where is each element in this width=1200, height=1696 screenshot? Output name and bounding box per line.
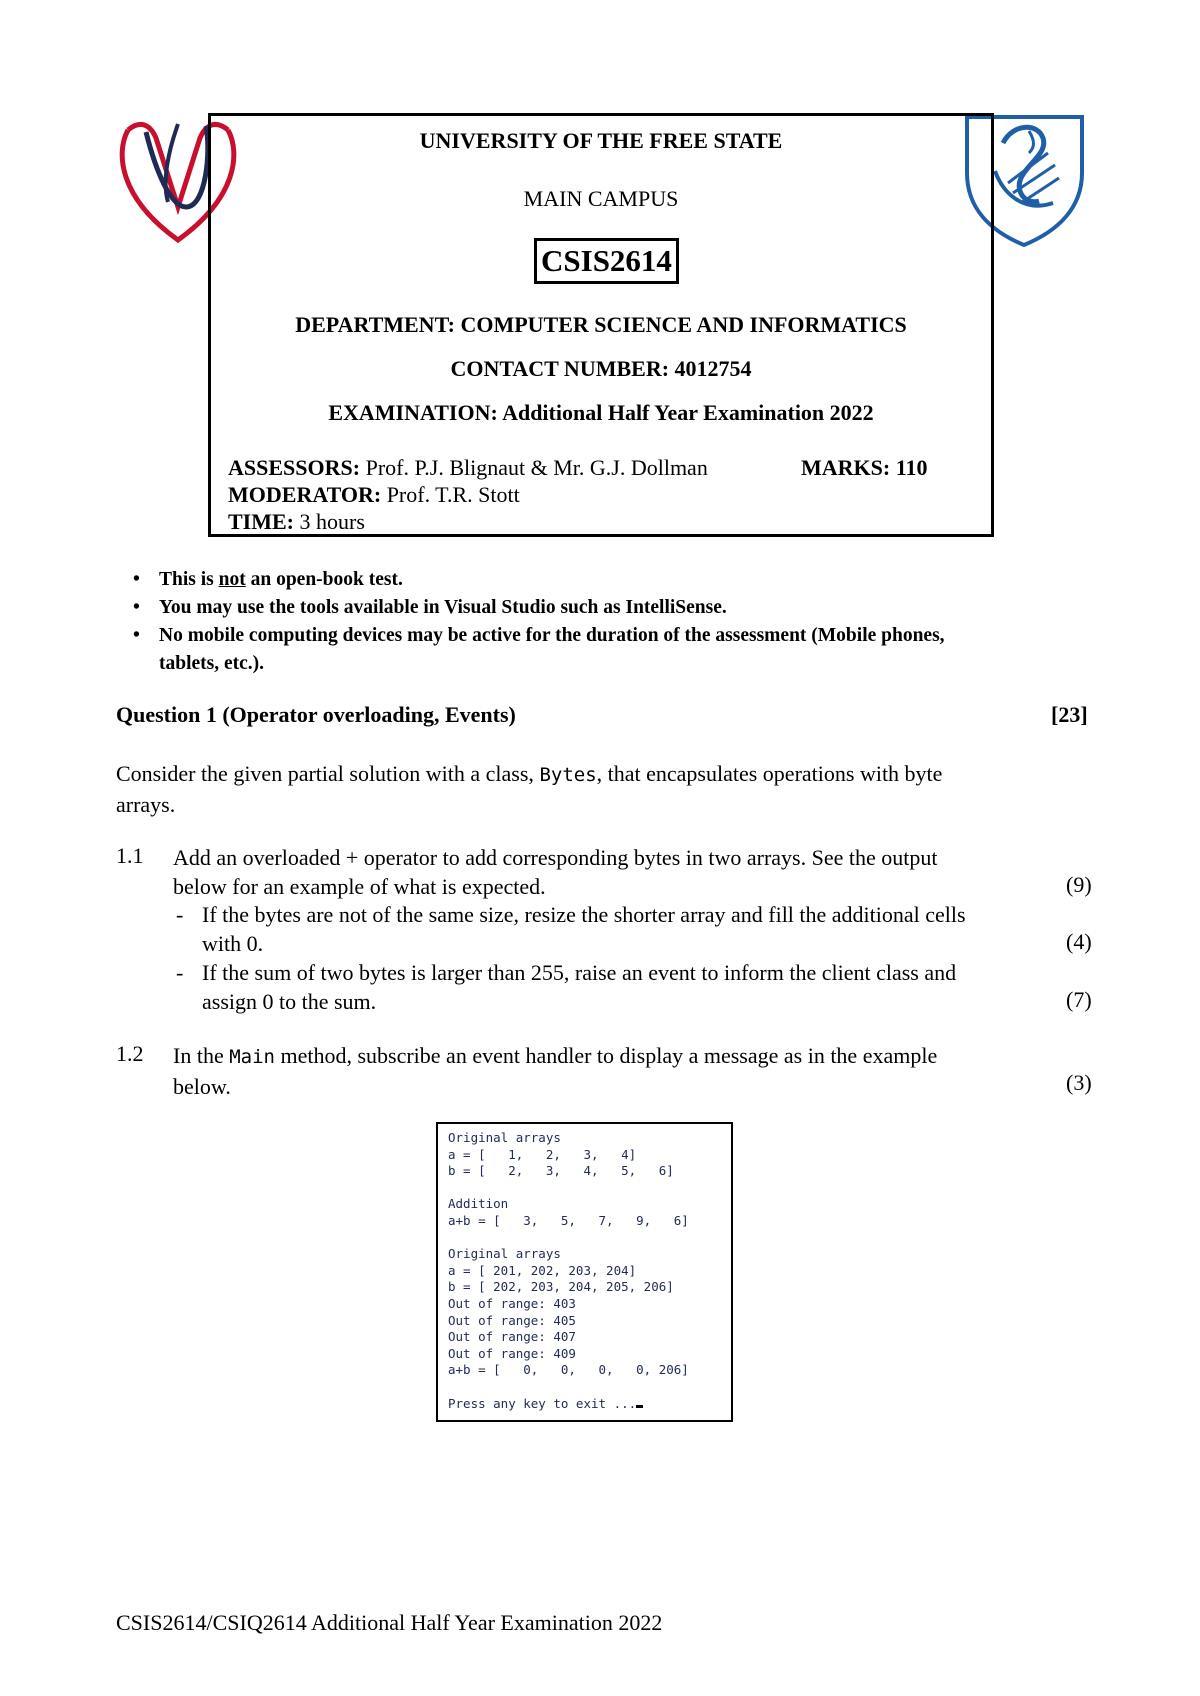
- cursor-icon: [636, 1405, 643, 1408]
- department-line: DEPARTMENT: COMPUTER SCIENCE AND INFORMATICS: [295, 312, 907, 337]
- console-output-screenshot: [436, 1122, 733, 1422]
- bullet-icon: •: [133, 597, 140, 618]
- console-line: [448, 1230, 731, 1247]
- instruction-item: [133, 622, 1093, 678]
- dash-bullet: -: [176, 902, 184, 927]
- exam-header-box: [208, 113, 994, 537]
- subitem-mark: (4): [1066, 929, 1092, 954]
- console-prompt-text: Press any key to exit ...: [448, 1395, 637, 1411]
- q12-text: method, subscribe an event handler to display a message as in the example: [274, 1043, 938, 1068]
- subitem-text: [202, 958, 1062, 1016]
- campus-name: MAIN CAMPUS: [523, 186, 679, 211]
- console-line: b = [ 202, 203, 204, 205, 206]: [448, 1279, 674, 1295]
- intro-code: Bytes: [539, 764, 597, 786]
- console-line: Original arrays: [448, 1130, 561, 1145]
- instruction-item: [133, 566, 1093, 594]
- subitem-text: [202, 900, 1062, 958]
- instruction-text: This is: [159, 569, 219, 590]
- console-line: Out of range: 405: [448, 1312, 576, 1328]
- console-line: Addition: [448, 1196, 509, 1212]
- sub2-line: assign 0 to the sum.: [202, 989, 377, 1014]
- console-line: a = [ 201, 202, 203, 204]: [448, 1262, 637, 1278]
- subquestion-number: 1.1: [116, 843, 144, 868]
- instructions-list: [133, 566, 1093, 678]
- course-code: CSIS2614: [534, 238, 679, 284]
- intro-text: arrays.: [116, 792, 176, 817]
- bullet-icon: •: [133, 569, 140, 590]
- q12-text: In the: [173, 1043, 230, 1068]
- assessors-label: ASSESSORS:: [228, 455, 361, 480]
- q11-line: below for an example of what is expected.: [173, 874, 546, 899]
- console-line: Original arrays: [448, 1246, 561, 1262]
- question-marks: [23]: [1051, 702, 1088, 727]
- assessors-value: Prof. P.J. Blignaut & Mr. G.J. Dollman: [365, 455, 708, 480]
- contact-line: CONTACT NUMBER: 4012754: [450, 356, 752, 381]
- console-line: [448, 1180, 731, 1197]
- console-line: Out of range: 409: [448, 1345, 576, 1361]
- console-prompt: [448, 1396, 731, 1413]
- marks-line: [801, 455, 928, 481]
- moderator-value: Prof. T.R. Stott: [386, 482, 520, 507]
- q12-text: below.: [173, 1074, 231, 1099]
- console-lines: [448, 1130, 731, 1396]
- time-value: 3 hours: [299, 509, 365, 534]
- console-line: Out of range: 403: [448, 1295, 576, 1311]
- instruction-text: No mobile computing devices may be active for the duration of the assessment (Mobile phones,: [159, 625, 945, 646]
- subitem-mark: (7): [1066, 987, 1092, 1012]
- console-line: Out of range: 407: [448, 1329, 576, 1345]
- time-label: TIME:: [228, 509, 294, 534]
- subquestion-text: [173, 1041, 1053, 1101]
- sub1-line: with 0.: [202, 931, 264, 956]
- time-line: [228, 509, 365, 535]
- assessors-line: [228, 455, 708, 481]
- instruction-text: tablets, etc.).: [159, 653, 265, 674]
- q12-code: Main: [229, 1046, 275, 1068]
- question-intro: [116, 759, 1076, 819]
- console-line: b = [ 2, 3, 4, 5, 6]: [448, 1163, 674, 1179]
- intro-text: , that encapsulates operations with byte: [596, 761, 943, 786]
- subquestion-mark: (3): [1066, 1070, 1092, 1095]
- sub1-line: If the bytes are not of the same size, resize the shorter array and fill the additional cells: [202, 902, 966, 927]
- moderator-line: [228, 482, 520, 508]
- instruction-text: an open-book test.: [245, 569, 403, 590]
- dash-bullet: -: [176, 960, 184, 985]
- subquestion-text: [173, 843, 1053, 901]
- bullet-icon: •: [133, 625, 140, 646]
- page-footer: CSIS2614/CSIQ2614 Additional Half Year Examination 2022: [116, 1610, 663, 1635]
- marks-value: 110: [895, 455, 928, 480]
- console-line: [448, 1379, 731, 1396]
- moderator-label: MODERATOR:: [228, 482, 382, 507]
- sub2-line: If the sum of two bytes is larger than 255, raise an event to inform the client class and: [202, 960, 957, 985]
- examination-line: EXAMINATION: Additional Half Year Examination 2022: [328, 400, 874, 425]
- subquestion-mark: (9): [1066, 872, 1092, 897]
- console-line: a = [ 1, 2, 3, 4]: [448, 1146, 637, 1162]
- question-title: Question 1 (Operator overloading, Events): [116, 702, 516, 727]
- q11-line: Add an overloaded + operator to add corresponding bytes in two arrays. See the output: [173, 845, 938, 870]
- marks-label: MARKS:: [801, 455, 891, 480]
- instruction-text: You may use the tools available in Visual Studio such as IntelliSense.: [159, 597, 727, 618]
- instruction-emphasis: not: [218, 569, 246, 590]
- console-line: a+b = [ 3, 5, 7, 9, 6]: [448, 1212, 689, 1228]
- university-name: UNIVERSITY OF THE FREE STATE: [419, 128, 783, 153]
- intro-text: Consider the given partial solution with a class,: [116, 761, 540, 786]
- console-line: a+b = [ 0, 0, 0, 0, 206]: [448, 1362, 689, 1378]
- instruction-item: [133, 594, 1093, 622]
- subquestion-number: 1.2: [116, 1041, 144, 1066]
